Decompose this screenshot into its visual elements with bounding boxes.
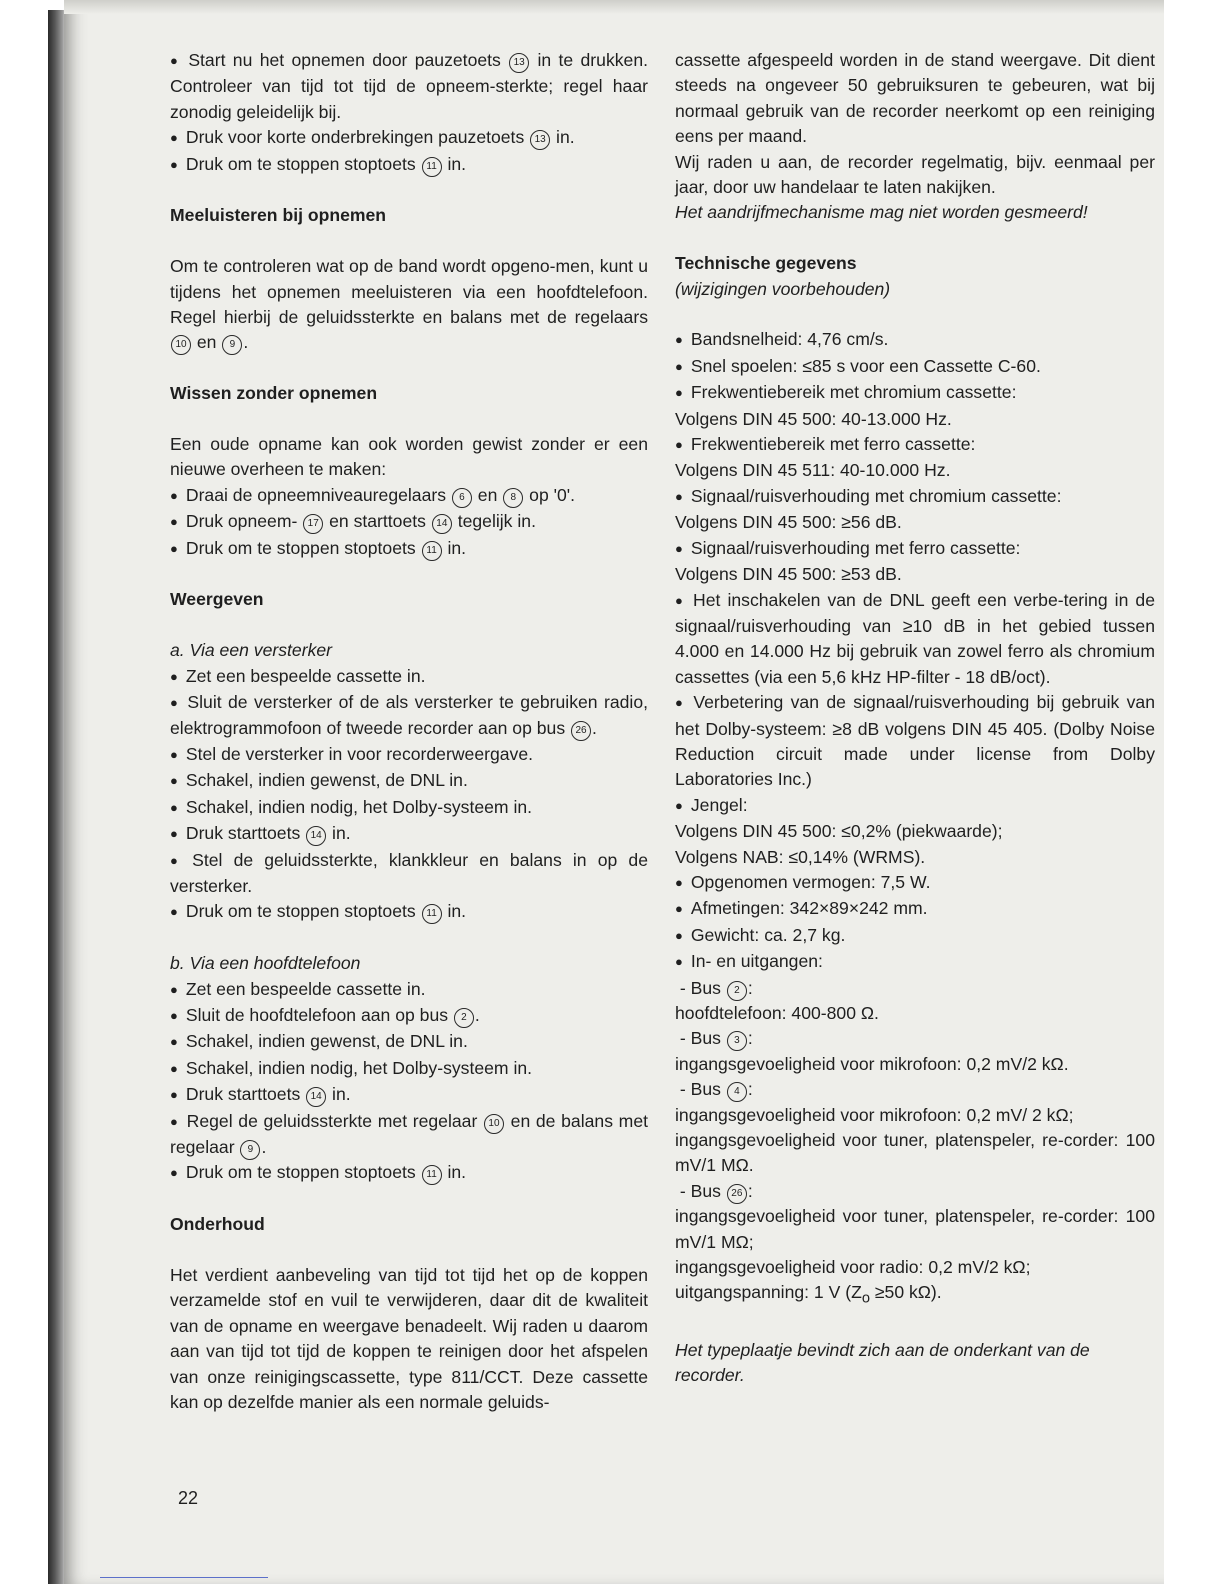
spec-gewicht: ● Gewicht: ca. 2,7 kg. <box>675 923 1155 949</box>
spec-snel-spoelen: ● Snel spoelen: ≤85 s voor een Cassette C-60. <box>675 354 1155 380</box>
bullet-pause: ● Druk voor korte onderbrekingen pauzetoets 13 in. <box>170 125 648 151</box>
spec-bandsnelheid: ● Bandsnelheid: 4,76 cm/s. <box>675 327 1155 353</box>
bus-4-text-1: ingangsgevoeligheid voor mikrofoon: 0,2 mV/ 2 kΩ; <box>675 1104 1074 1125</box>
spec-ruis-ferro: ● Signaal/ruisverhouding met ferro cassette: <box>675 536 1155 562</box>
bus-3-label: - Bus 3 : <box>675 1026 1155 1051</box>
control-number-badge: 26 <box>571 721 591 741</box>
spec-afmetingen: ● Afmetingen: 342×89×242 mm. <box>675 896 1155 922</box>
control-number-badge: 2 <box>454 1008 474 1028</box>
spec-dolby: ● Verbetering van de signaal/ruisverhouding bij gebruik van het Dolby-systeem: ≥8 dB volgens DIN 45 405. (Dolby Noise Reduction circuit made under license from Dolby Laboratories Inc.) <box>675 690 1155 793</box>
right-column <box>675 48 1155 1389</box>
spec-frekwentie-chromium-value: Volgens DIN 45 500: 40-13.000 Hz. <box>675 408 952 429</box>
control-number-badge: 26 <box>727 1184 747 1204</box>
bullet-a-2: ● Sluit de versterker of de als versterker te gebruiken radio, elektrogrammofoon of tweede recorder aan op bus 26 . <box>170 690 648 742</box>
control-number-badge: 10 <box>171 335 191 355</box>
bus-26-label: - Bus 26 : <box>675 1179 1155 1204</box>
page-top-shadow <box>64 0 1164 14</box>
heading-onderhoud: Onderhoud <box>170 1214 265 1235</box>
control-number-badge: 11 <box>422 1165 442 1185</box>
control-number-badge: 9 <box>240 1140 260 1160</box>
warning-lubrication: Het aandrijfmechanisme mag niet worden gesmeerd! <box>675 202 1088 223</box>
bus-26-text-1: ingangsgevoeligheid voor tuner, platenspeler, re-corder: 100 mV/1 MΩ; <box>675 1206 1155 1252</box>
control-number-badge: 10 <box>484 1114 504 1134</box>
bullet-start-recording: ● Start nu het opnemen door pauzetoets 13 in te drukken. Controleer van tijd tot tijd de opneem-sterkte; regel haar zonodig geleidelijk bij. <box>170 48 648 125</box>
bullet-stop: ● Druk om te stoppen stoptoets 11 in. <box>170 152 648 178</box>
paragraph-meeluisteren: Om te controleren wat op de band wordt opgeno-men, kunt u tijdens het opnemen meeluisteren via een hoofdtelefoon. Regel hierbij de geluidssterkte en balans met de regelaars 10 en 9 . <box>170 254 648 356</box>
page-number: 22 <box>178 1488 199 1508</box>
bullet-wissen-3: ● Druk om te stoppen stoptoets 11 in. <box>170 536 648 562</box>
spec-dnl: ● Het inschakelen van de DNL geeft een verbe-tering in de signaal/ruisverhouding van ≥10 dB in het gebied tussen 4.000 en 14.000 Hz bij gebruik van zowel ferro als chromium cassettes (via een 5,6 kHz HP-filter - 18 dB/oct). <box>675 588 1155 691</box>
bullet-wissen-2: ● Druk opneem- 17 en starttoets 14 tegelijk in. <box>170 509 648 535</box>
spec-frekwentie-chromium: ● Frekwentiebereik met chromium cassette: <box>675 380 1155 406</box>
bullet-b-7: ● Druk om te stoppen stoptoets 11 in. <box>170 1160 648 1186</box>
bullet-b-1: ● Zet een bespeelde cassette in. <box>170 977 648 1003</box>
paragraph-onderhoud-cont: cassette afgespeeld worden in de stand weergave. Dit dient steeds na ongeveer 50 gebruiksuren te gebeuren, wat bij normaal gebruik van de recorder neerkomt op een reiniging eens per maand. <box>675 50 1155 147</box>
heading-technische-gegevens: Technische gegevens <box>675 253 857 274</box>
bus-2-label: - Bus 2 : <box>675 976 1155 1001</box>
bullet-b-3: ● Schakel, indien gewenst, de DNL in. <box>170 1029 648 1055</box>
control-number-badge: 11 <box>422 541 442 561</box>
spec-jengel: ● Jengel: <box>675 793 1155 819</box>
bus-2-text: hoofdtelefoon: 400-800 Ω. <box>675 1003 879 1023</box>
control-number-badge: 14 <box>306 1087 326 1107</box>
control-number-badge: 6 <box>452 488 472 508</box>
control-number-badge: 11 <box>422 904 442 924</box>
spec-vermogen: ● Opgenomen vermogen: 7,5 W. <box>675 870 1155 896</box>
bullet-a-5: ● Schakel, indien nodig, het Dolby-systeem in. <box>170 795 648 821</box>
page-edge-line <box>100 1577 268 1578</box>
subheading-voorbehouden: (wijzigingen voorbehouden) <box>675 278 891 299</box>
spec-ruis-chromium-value: Volgens DIN 45 500: ≥56 dB. <box>675 512 902 533</box>
control-number-badge: 3 <box>727 1031 747 1051</box>
control-number-badge: 14 <box>432 514 452 534</box>
spec-in-uitgangen: ● In- en uitgangen: <box>675 949 1155 975</box>
bus-3-text: ingangsgevoeligheid voor mikrofoon: 0,2 mV/2 kΩ. <box>675 1053 1069 1074</box>
spec-frekwentie-ferro-value: Volgens DIN 45 511: 40-10.000 Hz. <box>675 460 951 481</box>
spec-jengel-nab: Volgens NAB: ≤0,14% (WRMS). <box>675 846 926 867</box>
bullet-a-6: ● Druk starttoets 14 in. <box>170 821 648 847</box>
subheading-versterker: a. Via een versterker <box>170 640 333 661</box>
control-number-badge: 11 <box>422 157 442 177</box>
bullet-a-4: ● Schakel, indien gewenst, de DNL in. <box>170 768 648 794</box>
heading-wissen: Wissen zonder opnemen <box>170 383 378 404</box>
bullet-b-5: ● Druk starttoets 14 in. <box>170 1082 648 1108</box>
subheading-hoofdtelefoon: b. Via een hoofdtelefoon <box>170 953 361 974</box>
control-number-badge: 2 <box>727 981 747 1001</box>
paragraph-raden: Wij raden u aan, de recorder regelmatig, bijv. eenmaal per jaar, door uw handelaar te laten nakijken. <box>675 151 1155 198</box>
paragraph-wissen: Een oude opname kan ook worden gewist zonder er een nieuwe overheen te maken: <box>170 434 648 480</box>
bullet-a-1: ● Zet een bespeelde cassette in. <box>170 664 648 690</box>
spec-jengel-din: Volgens DIN 45 500: ≤0,2% (piekwaarde); <box>675 821 1003 842</box>
bullet-wissen-1: ● Draai de opneemniveauregelaars 6 en 8 op '0'. <box>170 483 648 509</box>
bus-4-label: - Bus 4 : <box>675 1077 1155 1102</box>
control-number-badge: 14 <box>306 826 326 846</box>
bullet-a-8: ● Druk om te stoppen stoptoets 11 in. <box>170 899 648 925</box>
typeplaatje-note: Het typeplaatje bevindt zich aan de onderkant van de recorder. <box>675 1339 1090 1386</box>
bus-4-text-2: ingangsgevoeligheid voor tuner, platenspeler, re-corder: 100 mV/1 MΩ. <box>675 1130 1155 1176</box>
control-number-badge: 8 <box>503 488 523 508</box>
bullet-a-3: ● Stel de versterker in voor recorderweergave. <box>170 742 648 768</box>
control-number-badge: 13 <box>509 53 529 73</box>
left-column <box>170 48 648 1415</box>
paragraph-onderhoud: Het verdient aanbeveling van tijd tot tijd het op de koppen verzamelde stof en vuil te verwijderen, daar dit de kwaliteit van de opname en weergave benadeelt. Wij raden u daarom aan van tijd tot tijd de koppen te reinigen door het afspelen van onze reinigingscassette, type 811/CCT. Deze cassette kan op dezelfde manier als een normale geluids- <box>170 1264 648 1412</box>
bus-26-text-3: uitgangspanning: 1 V ($Z_o \ge 50$ kΩ). <box>675 1282 942 1307</box>
control-number-badge: 13 <box>530 130 550 150</box>
bullet-b-6: ● Regel de geluidssterkte met regelaar 10 en de balans met regelaar 9 . <box>170 1109 648 1161</box>
control-number-badge: 17 <box>303 514 323 534</box>
spec-ruis-ferro-value: Volgens DIN 45 500: ≥53 dB. <box>675 564 902 585</box>
bus-26-text-2: ingangsgevoeligheid voor radio: 0,2 mV/2 kΩ; <box>675 1257 1031 1278</box>
page-margin <box>0 0 52 1584</box>
spec-frekwentie-ferro: ● Frekwentiebereik met ferro cassette: <box>675 432 1155 458</box>
bullet-a-7: ● Stel de geluidssterkte, klankkleur en balans in op de versterker. <box>170 848 648 900</box>
heading-meeluisteren: Meeluisteren bij opnemen <box>170 205 387 226</box>
bullet-b-4: ● Schakel, indien nodig, het Dolby-systeem in. <box>170 1056 648 1082</box>
heading-weergeven: Weergeven <box>170 589 264 610</box>
control-number-badge: 9 <box>222 335 242 355</box>
bullet-b-2: ● Sluit de hoofdtelefoon aan op bus 2 . <box>170 1003 648 1029</box>
spec-ruis-chromium: ● Signaal/ruisverhouding met chromium cassette: <box>675 484 1155 510</box>
control-number-badge: 4 <box>727 1082 747 1102</box>
